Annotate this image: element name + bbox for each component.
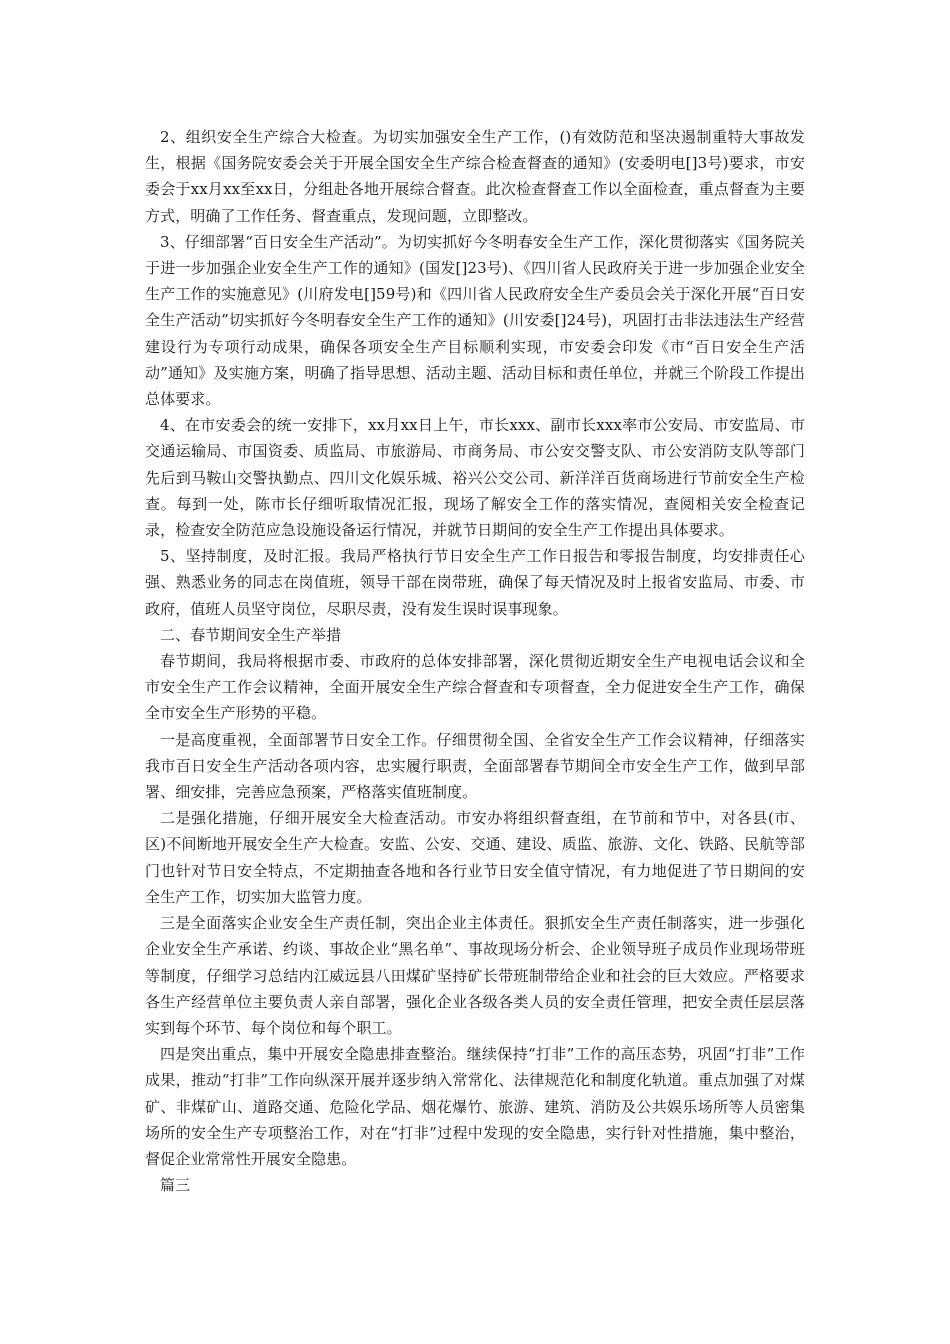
paragraph-measure-2: 二是强化措施，仔细开展安全大检查活动。市安办将组织督查组，在节前和节中，对各县(市、区)不间断地开展安全生产大检查。安监、公安、交通、建设、质监、旅游、文化、铁路、民航等部门也针对节日安全特点，不定期抽查各地和各行业节日安全值守情况，有力地促进了节日期间的安全生产工作，切实加大监管力度。 — [145, 809, 805, 906]
paragraph-item-4: 4、在市安委会的统一安排下，xx月xx日上午，市长xxx、副市长xxx率市公安局、市安监局、市交通运输局、市国资委、质监局、市旅游局、市商务局、市公安交警支队、市公安消防支队等部门先后到马鞍山交警执勤点、四川文化娱乐城、裕兴公交公司、新洋洋百货商场进行节前安全生产检查。每到一处，陈市长仔细听取情况汇报，现场了解安全工作的落实情况，查阅相关安全检查记录，检查安全防范应急设施设备运行情况，并就节日期间的安全生产工作提出具体要求。 — [145, 416, 805, 540]
paragraph-item-2: 2、组织安全生产综合大检查。为切实加强安全生产工作，()有效防范和坚决遏制重特大事故发生，根据《国务院安委会关于开展全国安全生产综合检查督查的通知》(安委明电[]3号)要求，市安委会于xx月xx至xx日，分组赴各地开展综合督查。此次检查督查工作以全面检查，重点督查为主要方式，明确了工作任务、督查重点，发现问题，立即整改。 — [145, 128, 805, 225]
paragraph-item-3: 3、仔细部署“百日安全生产活动”。为切实抓好今冬明春安全生产工作，深化贯彻落实《国务院关于进一步加强企业安全生产工作的通知》(国发[]23号)、《四川省人民政府关于进一步加强企业安全生产工作的实施意见》(川府发电[]59号)和《四川省人民政府安全生产委员会关于深化开展“百日安全生产活动”切实抓好今冬明春安全生产工作的通知》(川安委[]24号)，巩固打击非法违法生产经营建设行为专项行动成果，确保各项安全生产目标顺利实现，市安委会印发《市“百日安全生产活动”通知》及实施方案，明确了指导思想、活动主题、活动目标和责任单位，并就三个阶段工作提出总体要求。 — [145, 232, 805, 409]
paragraph-item-5: 5、坚持制度，及时汇报。我局严格执行节日安全生产工作日报告和零报告制度，均安排责任心强、熟悉业务的同志在岗值班，领导干部在岗带班，确保了每天情况及时上报省安监局、市委、市政府，值班人员坚守岗位，尽职尽责，没有发生误时误事现象。 — [145, 547, 805, 618]
paragraph-measure-4: 四是突出重点，集中开展安全隐患排查整治。继续保持“打非”工作的高压态势，巩固“打非”工作成果，推动“打非”工作向纵深开展并逐步纳入常常化、法律规范化和制度化轨道。重点加强了对煤矿、非煤矿山、道路交通、危险化学品、烟花爆竹、旅游、建筑、消防及公共娱乐场所等人员密集场所的安全生产专项整治工作，对在“打非”过程中发现的安全隐患，实行针对性措施，集中整治，督促企业常常性开展安全隐患。 — [145, 1045, 805, 1168]
document-body — [145, 124, 805, 1198]
section-heading-2: 二、春节期间安全生产举措 — [160, 625, 342, 644]
part-heading: 篇三 — [160, 1176, 191, 1195]
paragraph-measure-3: 三是全面落实企业安全生产责任制，突出企业主体责任。狠抓安全生产责任制落实，进一步强化企业安全生产承诺、约谈、事故企业“黑名单”、事故现场分析会、企业领导班子成员作业现场带班等制度，仔细学习总结内江威远县八田煤矿坚持矿长带班制带给企业和社会的巨大效应。严格要求各生产经营单位主要负责人亲自部署，强化企业各级各类人员的安全责任管理，把安全责任层层落实到每个环节、每个岗位和每个职工。 — [145, 914, 805, 1037]
paragraph-measure-1: 一是高度重视，全面部署节日安全工作。仔细贯彻全国、全省安全生产工作会议精神，仔细落实我市百日安全生产活动各项内容，忠实履行职责，全面部署春节期间全市安全生产工作，做到早部署、细安排，完善应急预案，严格落实值班制度。 — [145, 730, 805, 802]
paragraph-spring-intro: 春节期间，我局将根据市委、市政府的总体安排部署，深化贯彻近期安全生产电视电话会议和全市安全生产工作会议精神，全面开展安全生产综合督查和专项督查，全力促进安全生产工作，确保全市安全生产形势的平稳。 — [145, 652, 805, 723]
